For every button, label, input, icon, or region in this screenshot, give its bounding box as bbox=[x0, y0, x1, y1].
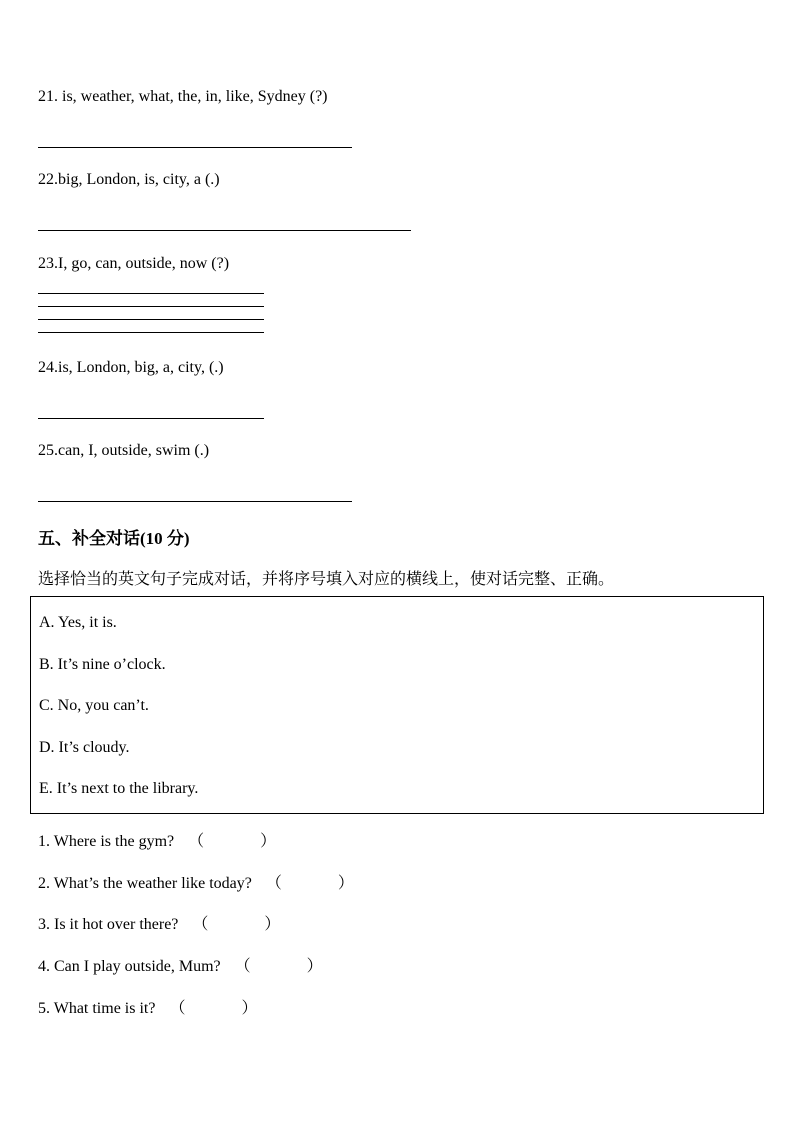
answer-paren-close: ） bbox=[306, 958, 323, 975]
question-24: 24.is, London, big, a, city, (.) bbox=[38, 359, 224, 376]
answer-paren-close: ） bbox=[241, 1000, 258, 1017]
dialog-question: 2. What’s the weather like today? bbox=[38, 875, 252, 892]
answer-line-25[interactable] bbox=[38, 501, 352, 502]
dialog-item-5 bbox=[38, 995, 258, 1018]
option-d: D. It’s cloudy. bbox=[39, 739, 130, 756]
option-c: C. No, you can’t. bbox=[39, 697, 149, 714]
answer-paren-close: ） bbox=[260, 833, 277, 850]
dialog-question: 4. Can I play outside, Mum? bbox=[38, 958, 221, 975]
dialog-question: 5. What time is it? bbox=[38, 1000, 156, 1017]
answer-line-24[interactable] bbox=[38, 418, 264, 419]
answer-paren-open: （ bbox=[265, 875, 282, 892]
question-25: 25.can, I, outside, swim (.) bbox=[38, 442, 210, 459]
answer-line-23a[interactable] bbox=[38, 293, 264, 294]
dialog-question: 3. Is it hot over there? bbox=[38, 916, 179, 933]
answer-line-21[interactable] bbox=[38, 147, 352, 148]
options-box bbox=[30, 596, 764, 814]
answer-paren-close: ） bbox=[337, 875, 354, 892]
answer-line-22[interactable] bbox=[38, 230, 411, 231]
dialog-item-4 bbox=[38, 953, 323, 976]
answer-paren-open: （ bbox=[234, 958, 251, 975]
answer-line-23c[interactable] bbox=[38, 319, 264, 320]
answer-paren-open: （ bbox=[192, 916, 209, 933]
option-a: A. Yes, it is. bbox=[39, 614, 117, 631]
section-title: 五、补全对话(10 分) bbox=[38, 529, 190, 548]
answer-paren-open: （ bbox=[188, 833, 205, 850]
question-21: 21. is, weather, what, the, in, like, Sydney (?) bbox=[38, 88, 328, 105]
answer-line-23b[interactable] bbox=[38, 306, 264, 307]
question-23: 23.I, go, can, outside, now (?) bbox=[38, 255, 230, 272]
option-e: E. It’s next to the library. bbox=[39, 780, 199, 797]
dialog-item-2 bbox=[38, 870, 354, 893]
answer-paren-close: ） bbox=[264, 916, 281, 933]
question-22: 22.big, London, is, city, a (.) bbox=[38, 171, 220, 188]
dialog-item-1 bbox=[38, 828, 276, 851]
dialog-question: 1. Where is the gym? bbox=[38, 833, 175, 850]
answer-paren-open: （ bbox=[169, 1000, 186, 1017]
option-b: B. It’s nine o’clock. bbox=[39, 656, 166, 673]
section-instruction: 选择恰当的英文句子完成对话，并将序号填入对应的横线上，使对话完整、正确。 bbox=[38, 571, 615, 588]
dialog-item-3 bbox=[38, 911, 280, 934]
answer-line-23d[interactable] bbox=[38, 332, 264, 333]
